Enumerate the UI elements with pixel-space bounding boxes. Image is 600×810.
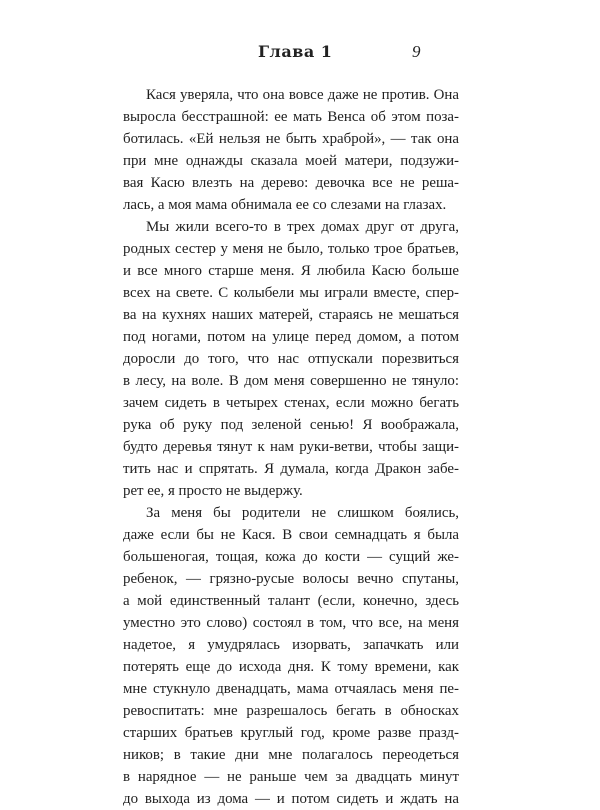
text-line: при мне однажды сказала моей матери, подзужи- (123, 153, 459, 169)
text-line: рука об руку под зеленой сенью! Я воображала, (123, 417, 459, 433)
text-line: выросла бесстрашной: ее мать Венса об этом поза- (123, 109, 459, 125)
body-text (123, 84, 459, 810)
text-line: мне стукнуло двенадцать, мама отчаялась меня пе- (123, 681, 459, 697)
text-line: в лесу, на воле. В дом меня совершенно не тянуло: (123, 373, 459, 389)
text-line: до выхода из дома — и потом сидеть и ждать на (123, 791, 459, 807)
text-line: ревоспитать: мне разрешалось бегать в обносках (123, 703, 459, 719)
text-line: вая Касю влезть на дерево: девочка все не реша- (123, 175, 459, 191)
text-line: тить нас и спрятать. Я думала, когда Дракон забе- (123, 461, 459, 477)
text-line: За меня бы родители не слишком боялись, (146, 505, 459, 521)
text-line: и все много старше меня. Я любила Касю больше (123, 263, 459, 279)
text-line: а мой единственный талант (если, конечно, здесь (123, 593, 459, 609)
text-line: уместно это слово) состоял в том, что все, на меня (123, 615, 459, 631)
text-line: Мы жили всего-то в трех домах друг от друга, (146, 219, 459, 235)
text-line: надетое, я умудрялась изорвать, запачкать или (123, 637, 459, 653)
text-line: ботилась. «Ей нельзя не быть храброй», — так она (123, 131, 459, 147)
text-line: доросли до того, что нас отпускали порезвиться (123, 351, 459, 367)
text-line: даже если бы не Кася. В свои семнадцать я была (123, 527, 459, 543)
text-line: лась, а моя мама обнимала ее со слезами на глазах. (123, 197, 447, 213)
text-line: потерять еще до исхода дня. К тому времени, как (123, 659, 459, 675)
chapter-title: Глава 1 (258, 42, 333, 61)
page-number: 9 (412, 42, 421, 61)
text-line: зачем сидеть в четырех стенах, если можно бегать (123, 395, 459, 411)
text-line: Кася уверяла, что она вовсе даже не против. Она (146, 87, 459, 103)
text-line: под ногами, потом на улице перед домом, а потом (123, 329, 459, 345)
running-head (0, 42, 600, 66)
text-line: ребенок, — грязно-русые волосы вечно спутаны, (123, 571, 459, 587)
text-line: старших братьев круглый год, кроме разве празд- (123, 725, 459, 741)
text-line: большеногая, тощая, кожа до кости — сущий же- (123, 549, 459, 565)
text-line: ников; в такие дни мне полагалось переодеться (123, 747, 459, 763)
text-line: будто деревья тянут к нам руки-ветви, чтобы защи- (123, 439, 459, 455)
text-line: в нарядное — не раньше чем за двадцать минут (123, 769, 459, 785)
text-line: рет ее, я просто не выдержу. (123, 483, 303, 499)
text-line: родных сестер у меня не было, только трое братьев, (123, 241, 459, 257)
text-line: всех на свете. С колыбели мы играли вместе, спер- (123, 285, 459, 301)
text-line: ва на кухнях наших матерей, стараясь не мешаться (123, 307, 459, 323)
